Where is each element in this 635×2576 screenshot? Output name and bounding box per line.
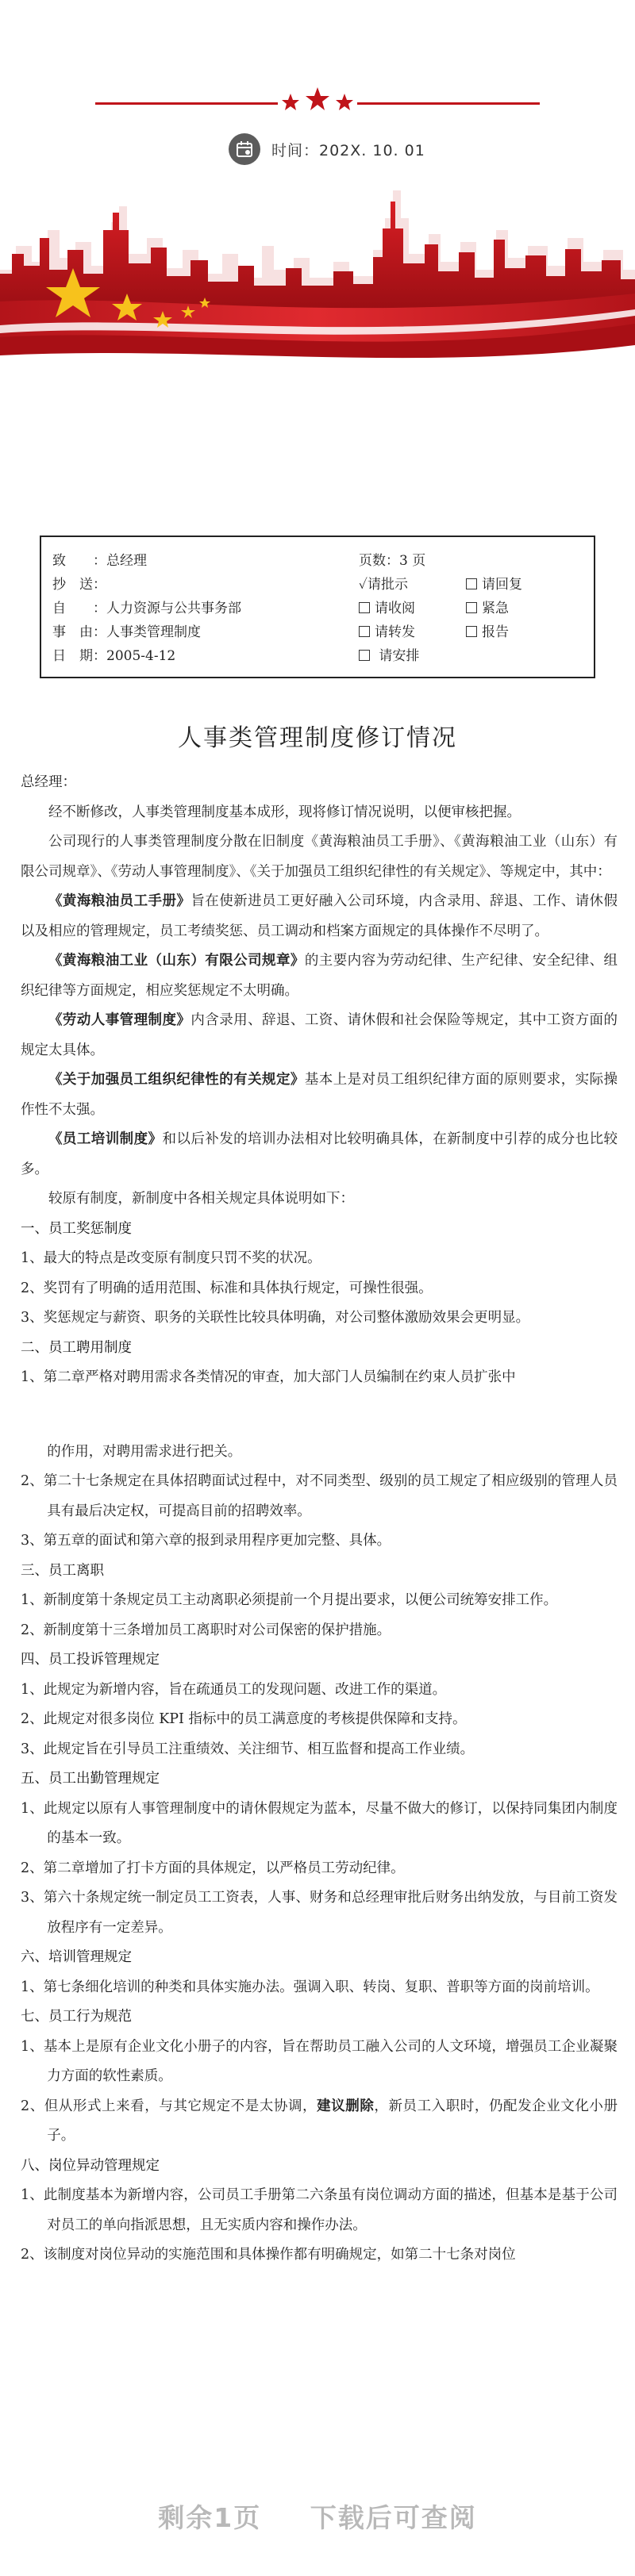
checkbox-icon (466, 626, 477, 637)
list-item: 2、此规定对很多岗位 KPI 指标中的员工满意度的考核提供保障和支持。 (21, 1711, 467, 1727)
list-item: 3、第六十条规定统一制定员工工资表，人事、财务和总经理审批后财务出纳发放，与目前工资发放程序有一定差异。 (21, 1890, 618, 1936)
option-please-approve: ✓请批示 (359, 577, 408, 593)
header-divider-right (357, 102, 540, 105)
document-title: 人事类管理制度修订情况 (178, 724, 457, 752)
list-item: 的作用，对聘用需求进行把关。 (47, 1443, 242, 1460)
date-row (229, 133, 425, 165)
star-center (306, 87, 329, 110)
existing-rules-paragraph: 公司现行的人事类管理制度分散在旧制度《黄海粮油员工手册》、《黄海粮油工业（山东）有限公司规章》、《劳动人事管理制度》、《关于加强员工组织纪律性的有关规定》、等规定中，其中： (21, 834, 618, 880)
memo-subject: 事 由：人事类管理制度 (52, 624, 201, 640)
list-item: 1、基本上是原有企业文化小册子的内容，旨在帮助员工融入公司的人文环境，增强员工企业凝聚力方面的软性素质。 (21, 2038, 618, 2084)
list-item: 1、新制度第十条规定员工主动离职必须提前一个月提出要求，以便公司统筹安排工作。 (21, 1592, 558, 1608)
checkbox-icon (359, 626, 370, 637)
star-right (336, 94, 353, 110)
option-please-arrange: 请安排 (359, 645, 419, 667)
memo-to: 致 ：总经理 (52, 553, 147, 569)
ref-discipline: 《关于加强员工组织纪律性的有关规定》基本上是对员工组织纪律方面的原则要求，实际操作性不太强。 (21, 1072, 618, 1118)
ref-employee-handbook: 《黄海粮油员工手册》旨在使新进员工更好融入公司环境，内含录用、辞退、工作、请休假以及相应的管理规定，员工考绩奖惩、员工调动和档案方面规定的具体操作不尽明了。 (21, 893, 618, 939)
option-report: 报告 (466, 621, 509, 643)
section-heading: 六、培训管理规定 (21, 1949, 132, 1965)
memo-from: 自 ：人力资源与公共事务部 (52, 601, 241, 616)
ref-training: 《员工培训制度》和以后补发的培训办法相对比较明确具体，在新制度中引荐的成分也比较多。 (21, 1131, 618, 1177)
checkbox-icon (466, 578, 477, 589)
section-heading: 八、岗位异动管理规定 (21, 2157, 160, 2174)
download-to-view-label[interactable]: 下载后可查阅 (310, 2502, 477, 2533)
list-item: 2、第二十七条规定在具体招聘面试过程中，对不同类型、级别的员工规定了相应级别的管理人员具有最后决定权，可提高目前的招聘效率。 (21, 1473, 618, 1519)
list-item: 3、奖惩规定与薪资、职务的关联性比较具体明确，对公司整体激励效果会更明显。 (21, 1310, 530, 1326)
checkbox-icon (359, 650, 370, 661)
date-label: 时间：202X. 10. 01 (271, 141, 425, 159)
memo-pages: 页数：3 页 (359, 553, 426, 569)
comparison-intro: 较原有制度，新制度中各相关规定具体说明如下： (48, 1191, 354, 1207)
city-skyline-banner (0, 175, 635, 377)
list-item: 1、第二章严格对聘用需求各类情况的审查，加大部门人员编制在约束人员扩张中 (21, 1369, 516, 1385)
header-divider-left (95, 102, 278, 105)
document-body (21, 768, 618, 2271)
list-item: 1、第七条细化培训的种类和具体实施办法。强调入职、转岗、复职、普职等方面的岗前培训。 (21, 1979, 599, 1995)
checkmark-icon: ✓ (359, 577, 368, 593)
ref-company-regulations: 《黄海粮油工业（山东）有限公司规章》的主要内容为劳动纪律、生产纪律、安全纪律、组织纪律等方面规定，相应奖惩规定不太明确。 (21, 953, 618, 999)
list-item: 1、此规定以原有人事管理制度中的请休假规定为蓝本，尽量不做大的修订，以保持同集团内制度的基本一致。 (21, 1800, 618, 1846)
calendar-icon (229, 133, 260, 165)
list-item: 2、但从形式上来看，与其它规定不是太协调，建议删除，新员工入职时，仍配发企业文化小册子。 (21, 2098, 618, 2144)
memo-header-table (40, 536, 595, 678)
option-please-forward: 请转发 (359, 621, 415, 643)
section-heading: 七、员工行为规范 (21, 2009, 132, 2025)
checkbox-icon (466, 602, 477, 613)
section-heading: 五、员工出勤管理规定 (21, 1771, 160, 1787)
list-item: 2、新制度第十三条增加员工离职时对公司保密的保护措施。 (21, 1622, 391, 1638)
header-banner (0, 0, 635, 373)
memo-cc: 抄 送： (52, 577, 106, 593)
option-please-reply: 请回复 (466, 574, 522, 596)
section-heading: 二、员工聘用制度 (21, 1339, 132, 1356)
intro-paragraph: 经不断修改，人事类管理制度基本成形，现将修订情况说明，以便审核把握。 (48, 804, 521, 820)
list-item: 2、该制度对岗位异动的实施范围和具体操作都有明确规定，如第二十七条对岗位 (21, 2247, 516, 2263)
list-item: 1、最大的特点是改变原有制度只罚不奖的状况。 (21, 1250, 321, 1266)
three-stars-icon (278, 83, 357, 122)
section-heading: 四、员工投诉管理规定 (21, 1652, 160, 1668)
remaining-pages-label: 剩余1页 (158, 2502, 262, 2533)
star-left (282, 94, 299, 110)
list-item: 2、第二章增加了打卡方面的具体规定，以严格员工劳动纪律。 (21, 1860, 405, 1876)
list-item: 3、第五章的面试和第六章的报到录用程序更加完整、具体。 (21, 1533, 391, 1549)
memo-date: 日 期：2005-4-12 (52, 648, 176, 664)
list-item: 3、此规定旨在引导员工注重绩效、关注细节、相互监督和提高工作业绩。 (21, 1741, 475, 1757)
list-item: 1、此规定为新增内容，旨在疏通员工的发现问题、改进工作的渠道。 (21, 1681, 447, 1698)
list-item: 2、奖罚有了明确的适用范围、标准和具体执行规定，可操性很强。 (21, 1280, 433, 1296)
section-heading: 三、员工离职 (21, 1562, 104, 1579)
section-heading: 一、员工奖惩制度 (21, 1220, 132, 1237)
greeting: 总经理： (21, 774, 76, 790)
download-prompt[interactable] (0, 2497, 635, 2535)
checkbox-icon (359, 602, 370, 613)
list-item: 1、此制度基本为新增内容，公司员工手册第二六条虽有岗位调动方面的描述，但基本是基于公司对员工的单向指派思想，且无实质内容和操作办法。 (21, 2187, 618, 2233)
option-urgent: 紧急 (466, 597, 509, 620)
option-please-read: 请收阅 (359, 597, 415, 620)
ref-labor-personnel: 《劳动人事管理制度》内含录用、辞退、工资、请休假和社会保险等规定，其中工资方面的规定太具体。 (21, 1012, 618, 1058)
